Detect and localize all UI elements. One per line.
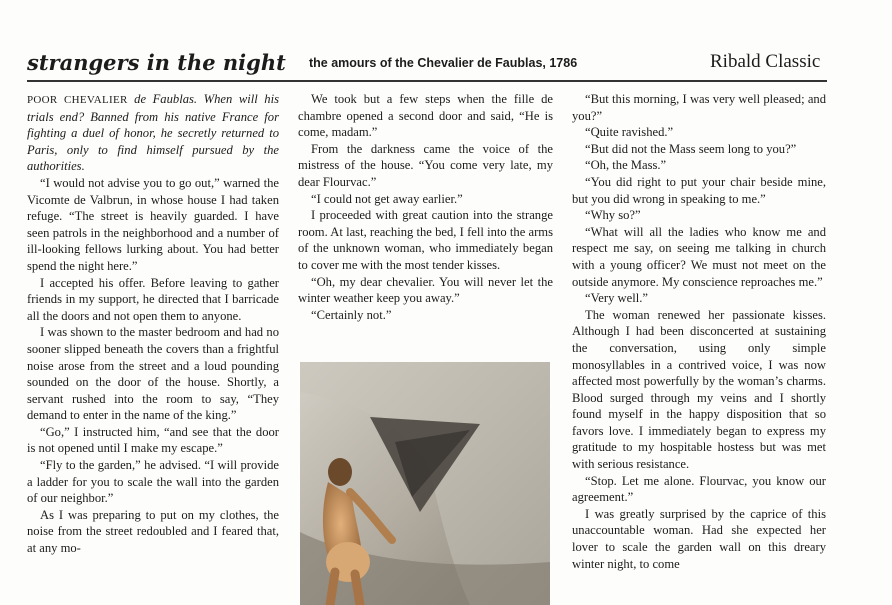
intro-smallcaps: POOR CHEVALIER (27, 94, 128, 106)
paragraph: “What will all the ladies who know me and respect me say, on seeing me talking in church with a young officer? We must not meet on the outside anymore. My conscience reproaches me.” (572, 224, 826, 289)
article-title: strangers in the night (27, 50, 286, 75)
paragraph: From the darkness came the voice of the mistress of the house. “You come very late, my dear Flourvac.” (298, 141, 553, 189)
paragraph: “Go,” I instructed him, “and see that the door is not opened until I make my escape.” (27, 424, 279, 456)
paragraph: “Why so?” (585, 208, 641, 223)
paragraph: “You did right to put your chair beside mine, but you did wrong in speaking to me.” (572, 174, 826, 206)
paragraph: I accepted his offer. Before leaving to gather friends in my support, he directed that I barricade all the doors and not open them to anyone. (27, 275, 279, 323)
section-label: Ribald Classic (710, 51, 821, 72)
column-1 (27, 91, 279, 557)
intro-paragraph (27, 91, 279, 175)
paragraph: “I would not advise you to go out,” warned the Vicomte de Valbrun, in whose house I had taken refuge. “The street is heavily guarded. I have seen patrols in the neighborhood and a number of ill-looking fellows lurking about. You had better spend the night here.” (27, 175, 279, 273)
paragraph: “But did not the Mass seem long to you?” (585, 141, 797, 156)
paragraph: I proceeded with great caution into the strange room. At last, reaching the bed, I fell into the arms of the unknown woman, who immediately began to cover me with the most tender kisses. (298, 208, 553, 272)
paragraph: “Very well.” (585, 291, 648, 306)
paragraph: “Stop. Let me alone. Flourvac, you know our agreement.” (572, 473, 826, 505)
paragraph: We took but a few steps when the fille de chambre opened a second door and said, “He is come, madam.” (298, 92, 553, 140)
paragraph: “I could not get away earlier.” (311, 191, 463, 206)
paragraph: “Certainly not.” (311, 307, 392, 322)
column-2 (298, 91, 553, 323)
header-rule (27, 80, 827, 82)
paragraph: As I was preparing to put on my clothes, the noise from the street redoubled and I feared that, at any mo- (27, 507, 279, 556)
paragraph: “Quite ravished.” (585, 125, 674, 140)
article-subtitle: the amours of the Chevalier de Faublas, 1786 (309, 56, 578, 70)
intro-text: de Faublas. When will his trials end? Banned from his native France for fighting a duel of honor, he secretly returned to Paris, only to find himself pursued by the authorities. (27, 92, 279, 174)
paragraph: “Oh, the Mass.” (585, 158, 667, 173)
illustration-photo (300, 362, 550, 605)
column-3 (572, 91, 826, 572)
paragraph: “Oh, my dear chevalier. You will never let the winter weather keep you away.” (298, 274, 553, 306)
paragraph: The woman renewed her passionate kisses. Although I had been disconcerted at sustaining the conversation, using only simple monosyllables in a contrived voice, I was now affected most powerfully by the woman’s charms. Blood surged through my veins and I shortly found myself in the happy disposition that so favors love. I immediately began to express my gratitude to my hospitable hostess but was met with serious resistance. (572, 307, 826, 472)
paragraph: “But this morning, I was very well pleased; and you?” (572, 92, 826, 123)
paragraph: I was shown to the master bedroom and had no sooner slipped beneath the covers than a frightful noise arose from the street and a loud pounding sounded on the door of the house. Shortly, a servant rushed into the room to say, “They demand to enter in the name of the king.” (27, 325, 279, 423)
paragraph: I was greatly surprised by the caprice of this unaccountable woman. Had she expected her lover to scale the garden wall on this dreary winter night, to come (572, 506, 826, 571)
paragraph: “Fly to the garden,” he advised. “I will provide a ladder for you to scale the wall into the garden of our neighbor.” (27, 458, 279, 506)
